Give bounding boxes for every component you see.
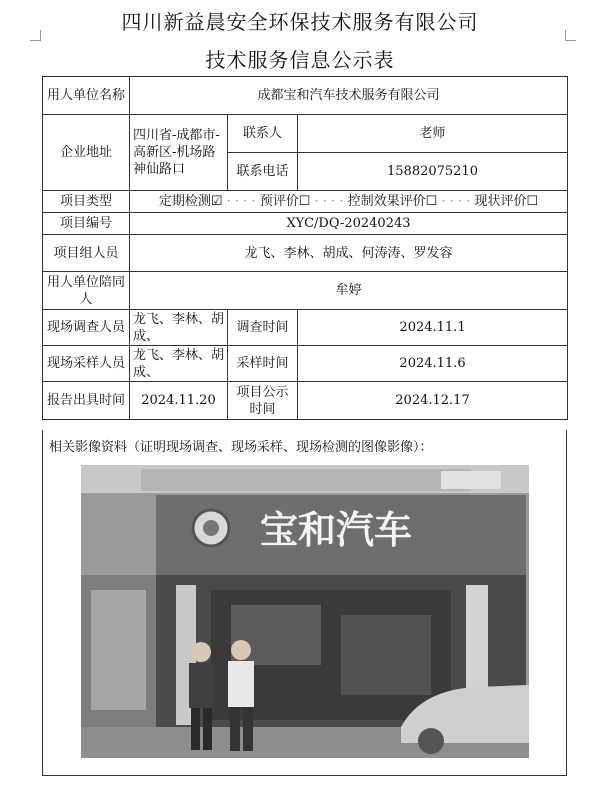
survey-staff-value: 龙飞、李林、胡成、: [130, 310, 228, 346]
publicity-time-value: 2024.12.17: [298, 382, 568, 420]
sampling-staff-value: 龙飞、李林、胡成、: [130, 346, 228, 382]
crop-mark-top-right: [565, 30, 576, 41]
survey-staff-label: 现场调查人员: [43, 310, 130, 346]
publicity-time-label: 项目公示时间: [228, 382, 298, 420]
phone-value: 15882075210: [298, 153, 568, 191]
table-row: [43, 272, 568, 310]
address-label: 企业地址: [43, 115, 130, 191]
survey-time-label: 调查时间: [228, 310, 298, 346]
site-photo: [81, 465, 529, 758]
option-control-effect-evaluation[interactable]: 控制效果评价☐: [347, 194, 438, 209]
escort-label: 用人单位陪同人: [43, 272, 130, 310]
client-value: 成都宝和汽车技术服务有限公司: [130, 77, 568, 115]
company-title: 四川新益晨安全环保技术服务有限公司: [121, 10, 479, 34]
survey-time-value: 2024.11.1: [298, 310, 568, 346]
sampling-time-value: 2024.11.6: [298, 346, 568, 382]
table-row: [43, 346, 568, 382]
members-label: 项目组人员: [43, 235, 130, 272]
sampling-staff-label: 现场采样人员: [43, 346, 130, 382]
project-no-label: 项目编号: [43, 213, 130, 235]
site-photo-svg: [81, 465, 529, 758]
crop-mark-top-left: [30, 30, 41, 41]
report-time-value: 2024.11.20: [130, 382, 228, 420]
report-time-label: 报告出具时间: [43, 382, 130, 420]
image-section: [42, 430, 567, 776]
sampling-time-label: 采样时间: [228, 346, 298, 382]
option-pre-evaluation[interactable]: 预评价☐: [259, 194, 311, 209]
info-table: [42, 76, 568, 420]
table-row: [43, 382, 568, 420]
project-no-value: XYC/DQ-20240243: [130, 213, 568, 235]
escort-value: 牟婷: [130, 272, 568, 310]
phone-label: 联系电话: [228, 153, 298, 191]
contact-label: 联系人: [228, 115, 298, 153]
document-title: 技术服务信息公示表: [205, 48, 395, 72]
store-sign: 宝和汽车: [259, 508, 413, 552]
table-row: [43, 235, 568, 272]
option-status-evaluation[interactable]: 现状评价☐: [474, 194, 539, 209]
project-type-label: 项目类型: [43, 191, 130, 213]
table-row: [43, 115, 568, 153]
table-row: [43, 213, 568, 235]
option-periodic-test[interactable]: 定期检测☑: [158, 194, 223, 209]
address-value: 四川省-成都市-高新区-机场路神仙路口: [130, 115, 228, 191]
project-type-options: 定期检测☑ · · · · 预评价☐ · · · · 控制效果评价☐ · · · · 现状评价☐: [130, 191, 568, 213]
table-row: [43, 191, 568, 213]
image-caption: 相关影像资料（证明现场调查、现场采样、现场检测的图像影像）：: [49, 440, 433, 455]
client-label: 用人单位名称: [43, 77, 130, 115]
table-row: [43, 77, 568, 115]
members-value: 龙飞、李林、胡成、何涛涛、罗发容: [130, 235, 568, 272]
contact-value: 老师: [298, 115, 568, 153]
table-row: [43, 310, 568, 346]
